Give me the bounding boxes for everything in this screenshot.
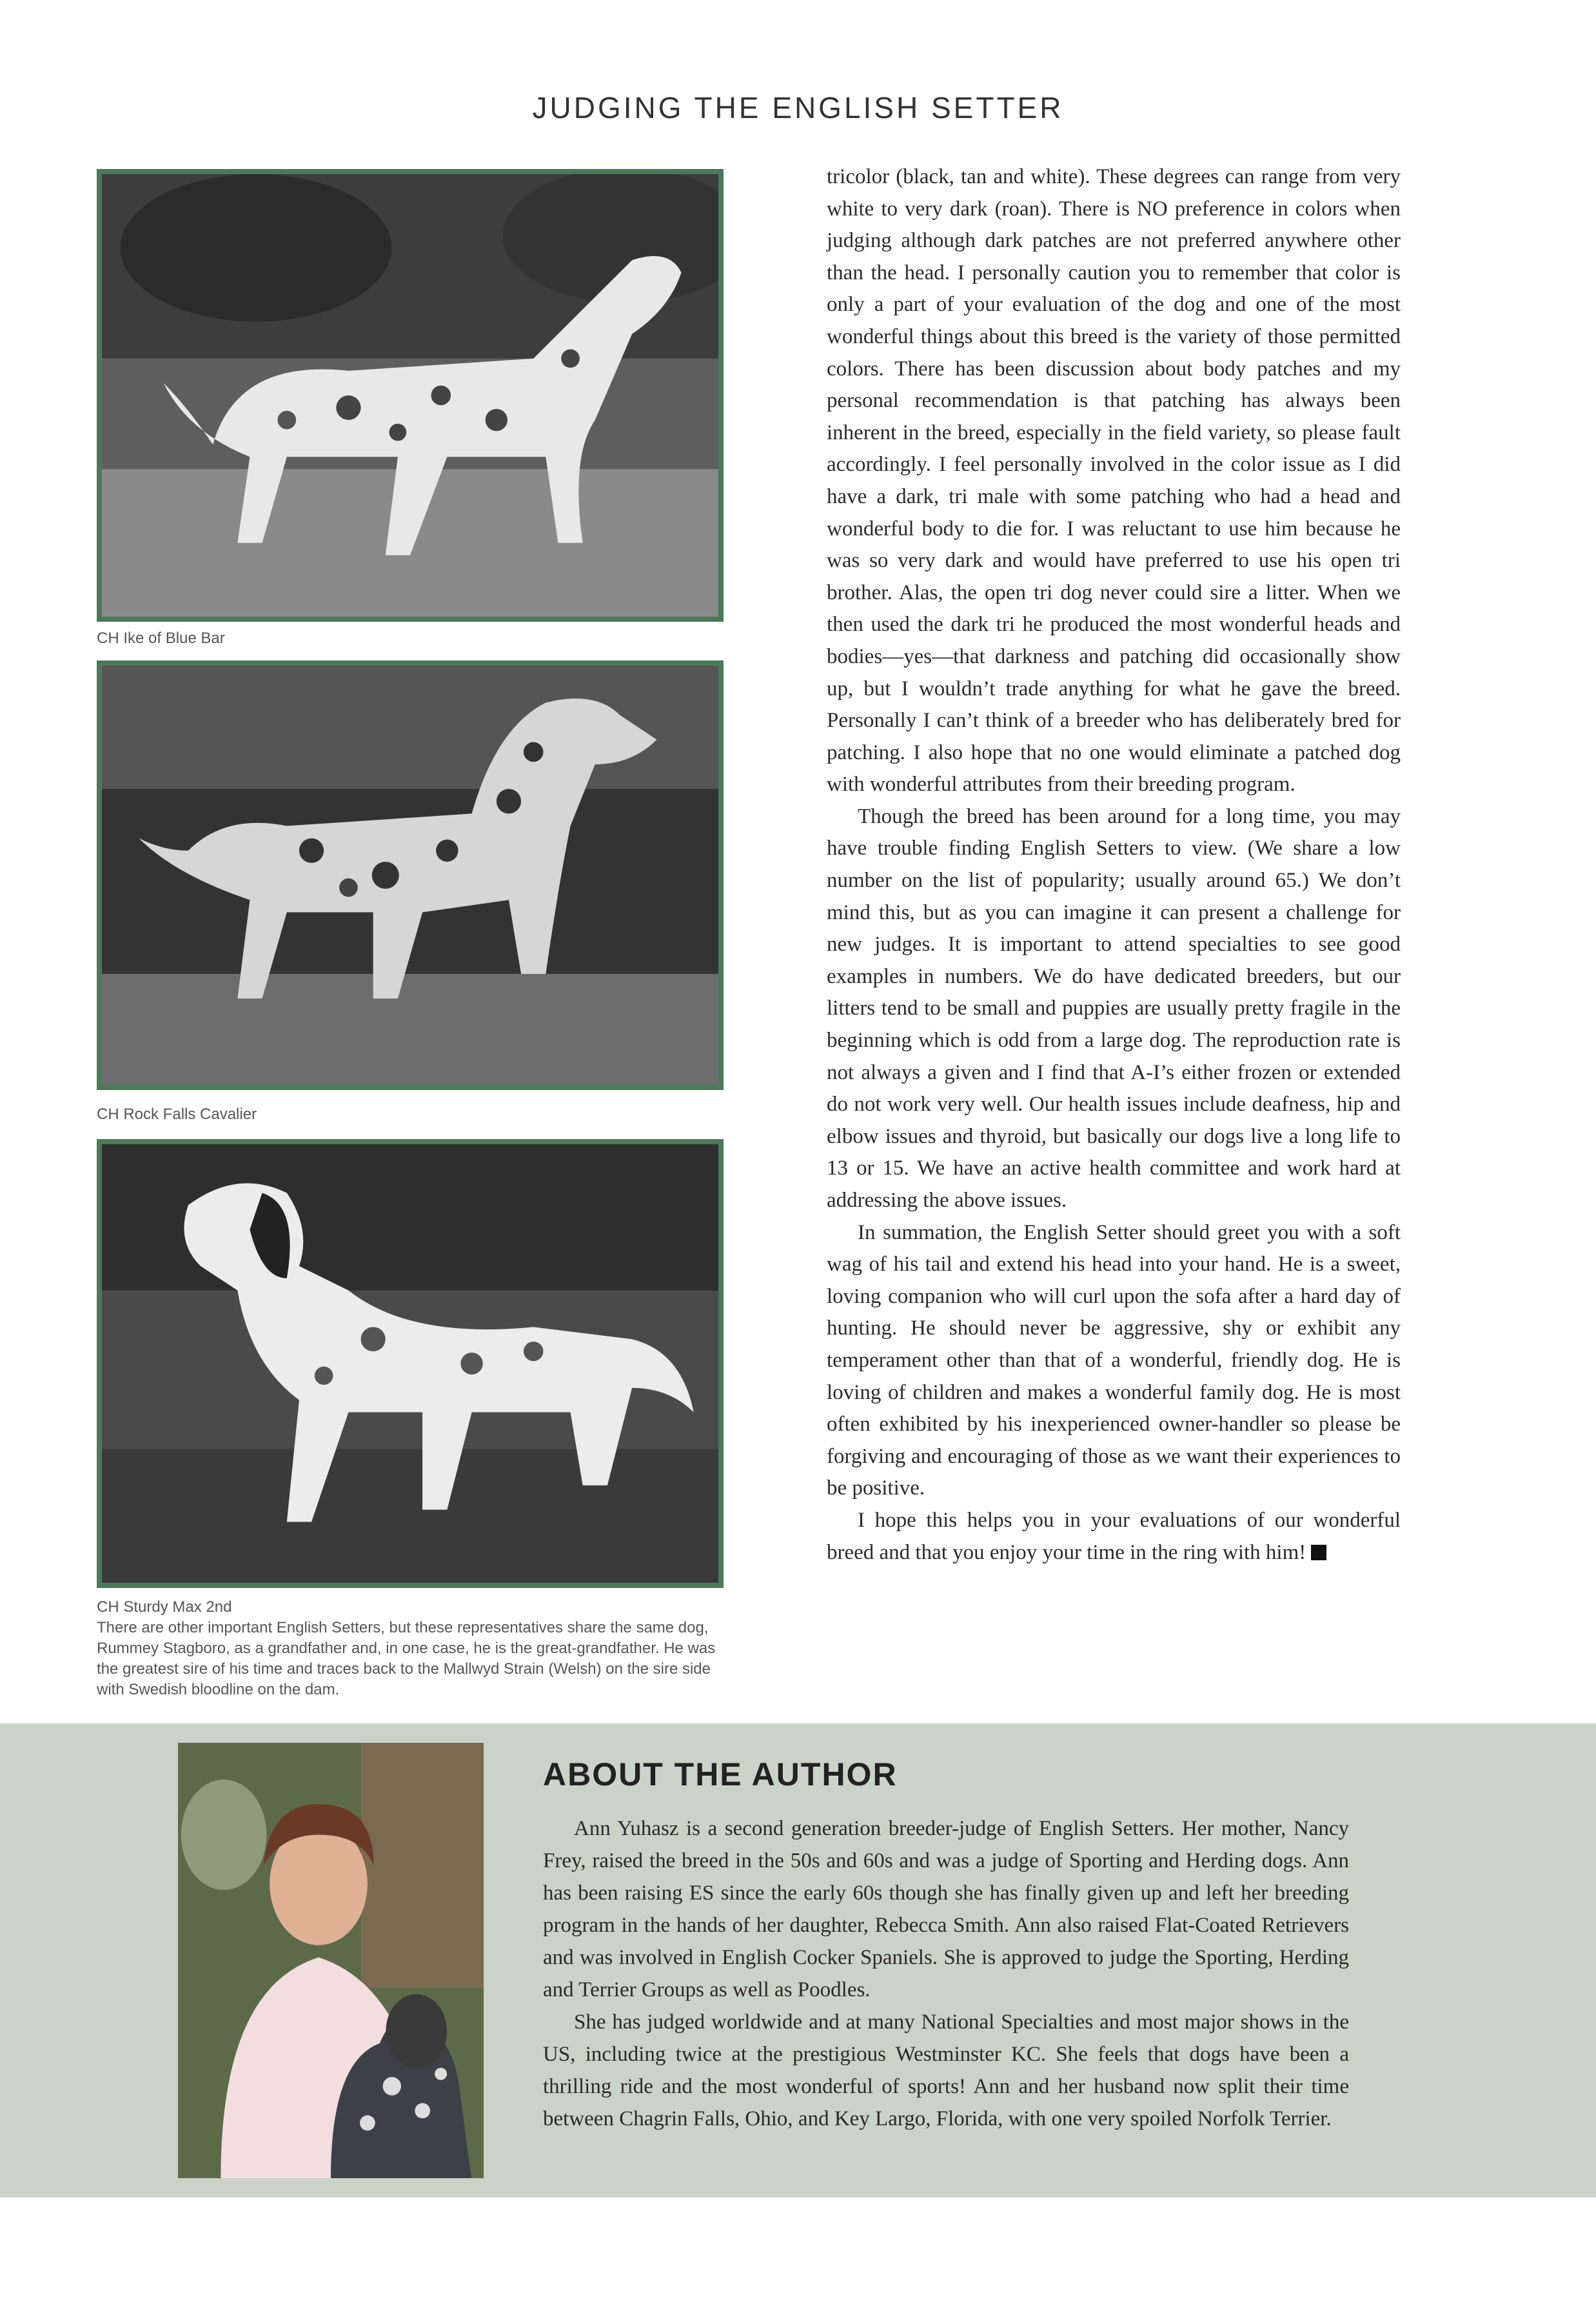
author-heading: ABOUT THE AUTHOR: [543, 1756, 898, 1792]
article-body: [827, 161, 1401, 1569]
author-photo-icon: [178, 1743, 484, 2178]
article-paragraph: In summation, the English Setter should greet you with a soft wag of his tail and extend his head into your hand. He is a sweet, loving companion who will curl upon the sofa after a hard day of hunting. He should never be aggressive, shy or exhibit any temperament other than that of a wonderful, friendly dog. He is loving of children and makes a wonderful family dog. He is most often exhibited by his inexperienced owner-handler so please be forgiving and encouraging of those as we want their experiences to be positive.: [827, 1220, 1401, 1500]
author-bio: [543, 1812, 1349, 2135]
author-photo: [178, 1743, 484, 2178]
setter-photo-1: [97, 169, 724, 622]
article-paragraph-text: I hope this helps you in your evaluations of our wonderful breed and that you enjoy your time in the ring with him!: [827, 1508, 1401, 1564]
photo-caption-1: CH Ike of Blue Bar: [97, 630, 225, 647]
article-paragraph: tricolor (black, tan and white). These degrees can range from very white to very dark (roan). There is NO preference in colors when judging although dark patches are not preferred anywhere other than the head. I personally caution you to remember that color is only a part of your evaluation of the dog and one of the most wonderful things about this breed is the variety of those permitted colors. There has been discussion about body patches and my personal recommendation is that patching has always been inherent in the breed, especially in the field variety, so please fault accordingly. I feel personally involved in the color issue as I did have a dark, tri male with some patching who had a head and wonderful body to die for. I was reluctant to use him because he was so very dark and would have preferred to use his open tri brother. Alas, the open tri dog never could sire a litter. When we then used the dark tri he produced the most wonderful heads and bodies—yes—that darkness and patching did occasionally show up, but I wouldn’t trade anything for what he gave the breed. Personally I can’t think of a breeder who has deliberately bred for patching. I also hope that no one would eliminate a patched dog with wonderful attributes from their breeding program.: [827, 165, 1401, 797]
author-paragraph: Ann Yuhasz is a second generation breeder-judge of English Setters. Her mother, Nancy Frey, raised the breed in the 50s and 60s and was a judge of Sporting and Herding dogs. Ann has been raising ES since the early 60s though she has finally given up and left her breeding program in the hands of her daughter, Rebecca Smith. Ann also raised Flat-Coated Retrievers and was involved in English Cocker Spaniels. She is approved to judge the Sporting, Herding and Terrier Groups as well as Poodles.: [543, 1817, 1349, 2001]
author-paragraph: She has judged worldwide and at many National Specialties and most major shows in the US, including twice at the prestigious Westminster KC. She feels that dogs have been a thrilling ride and the most wonderful of sports! Ann and her husband now split their time between Chagrin Falls, Ohio, and Key Largo, Florida, with one very spoiled Norfolk Terrier.: [543, 2010, 1349, 2130]
dog-photo-icon: [102, 666, 718, 1085]
photo-note: There are other important English Setters, but these representatives share the same dog, Rummey Stagboro, as a grandfather and, in one case, he is the great-grandfather. He was the greatest sire of his time and traces back to the Mallwyd Strain (Welsh) on the sire side with Swedish bloodline on the dam.: [97, 1619, 716, 1698]
photo-caption-2: CH Rock Falls Cavalier: [97, 1106, 257, 1123]
end-mark-icon: [1311, 1545, 1326, 1560]
setter-photo-2: [97, 660, 724, 1090]
article-paragraph-last: [827, 1505, 1401, 1569]
dog-photo-icon: [102, 174, 718, 617]
article-paragraph: Though the breed has been around for a long time, you may have trouble finding English Setters to view. (We share a low number on the list of popularity; usually around 65.) We don’t mind this, but as you can imagine it can present a challenge for new judges. It is important to attend specialties to see good examples in numbers. We do have dedicated breeders, but our litters tend to be small and puppies are usually pretty fragile in the beginning which is odd from a large dog. The reproduction rate is not always a given and I find that A-I’s either frozen or extended do not work very well. Our health issues include deafness, hip and elbow issues and thyroid, but basically our dogs live a long life to 13 or 15. We have an active health committee and work hard at addressing the above issues.: [827, 804, 1401, 1212]
page-title: JUDGING THE ENGLISH SETTER: [532, 91, 1064, 124]
dog-photo-icon: [102, 1144, 718, 1583]
setter-photo-3: [97, 1139, 724, 1588]
photo-caption-3: CH Sturdy Max 2nd: [97, 1598, 232, 1616]
